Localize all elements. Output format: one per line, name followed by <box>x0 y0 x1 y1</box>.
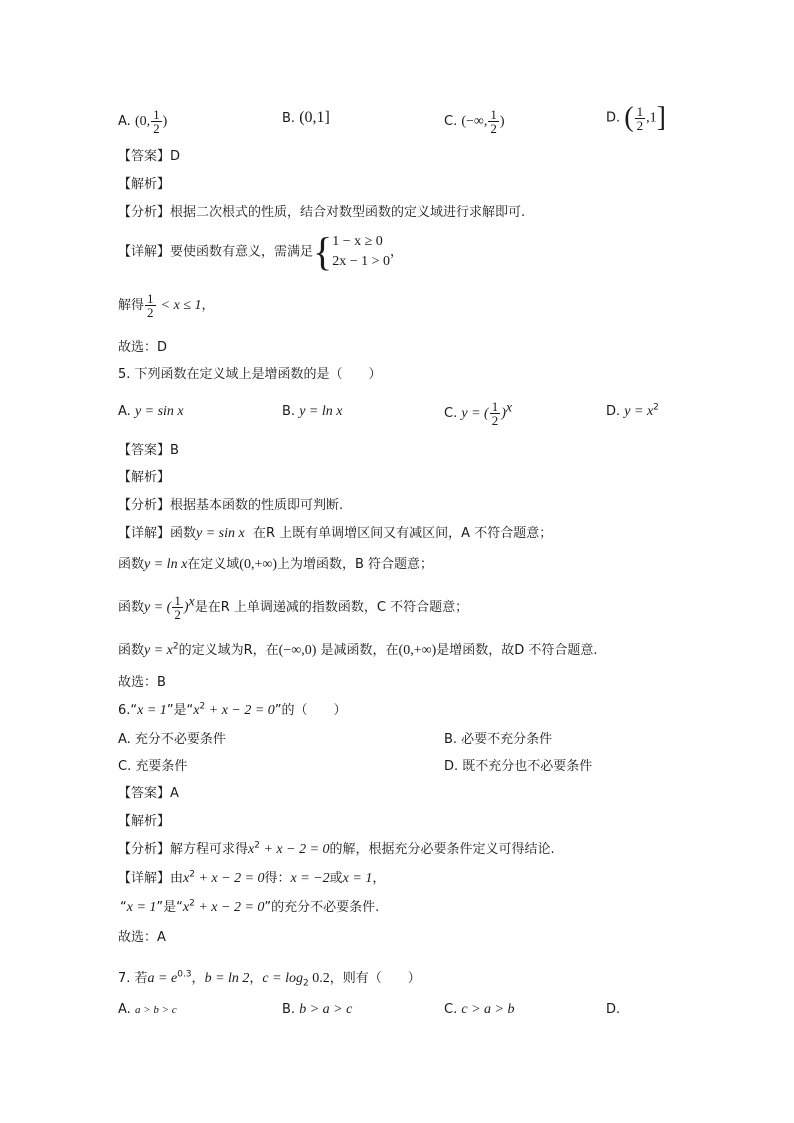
q4-choose: 故选：D <box>118 340 168 355</box>
q5-stem: 5. 下列函数在定义域上是增函数的是（ ） <box>118 367 382 382</box>
detail-text: “ <box>120 900 127 915</box>
q6-option-d: D. 既不充分也不必要条件 <box>444 759 593 774</box>
detail-text: ”的充分不必要条件. <box>264 900 380 915</box>
math-text: b > a > c <box>299 1002 353 1017</box>
detail-text: 上为增函数，B 符合题意； <box>277 557 434 572</box>
detail-text: 在定义域 <box>187 557 240 572</box>
fraction <box>488 108 499 135</box>
detail-text: ”是“ <box>156 900 183 915</box>
fraction-numerator: 1 <box>490 107 497 122</box>
detail-text: 函数 <box>118 557 145 572</box>
option-label: D. <box>606 1002 621 1017</box>
math-text: c > a > b <box>461 1002 515 1017</box>
math-text: + x − 2 = 0 <box>205 703 275 718</box>
stem-text: 7. 若 <box>118 971 148 986</box>
math-text: ) <box>501 406 506 421</box>
option-label: B. <box>282 111 296 126</box>
q5-option-c <box>444 400 512 427</box>
fraction-numerator: 1 <box>147 291 154 306</box>
option-label: C. <box>444 1002 458 1017</box>
detail-text: 【分析】解方程可求得 <box>118 842 249 857</box>
detail-text: 的解，根据充分必要条件定义可得结论. <box>329 842 555 857</box>
math-text: 0.2 <box>308 971 330 986</box>
q6-answer: 【答案】A <box>118 786 179 801</box>
fraction-denominator: 2 <box>636 117 644 133</box>
math-text: y = ( <box>461 406 489 421</box>
option-label: A. <box>118 404 131 419</box>
detail-suffix: ， <box>390 244 404 260</box>
inequality-line-2: 2x − 1 > 0 <box>332 254 391 269</box>
exponent: 2 <box>199 701 206 712</box>
math-text: a = e <box>147 971 178 986</box>
fraction-denominator: 2 <box>147 305 154 320</box>
math-text: y = x <box>144 643 173 658</box>
fraction-numerator: 1 <box>491 399 499 414</box>
q5-detail-2 <box>118 555 433 575</box>
exponent: 2 <box>189 898 195 909</box>
math-text: (0,1] <box>299 109 330 126</box>
math-text: + x − 2 = 0 <box>194 900 265 915</box>
math-text: y = sin x <box>196 526 245 541</box>
detail-text: 得： <box>264 871 291 886</box>
option-label: B. <box>282 1002 296 1017</box>
q4-option-d <box>606 104 666 132</box>
q7-option-b <box>282 1000 352 1020</box>
option-label: B. <box>282 404 296 419</box>
math-text: x <box>182 900 190 915</box>
option-label: D. <box>606 110 621 126</box>
stem-text: ”的（ ） <box>274 703 347 718</box>
q6-option-b: B. 必要不充分条件 <box>444 732 553 747</box>
math-text: x <box>248 842 255 857</box>
fraction-numerator: 1 <box>153 107 160 122</box>
q6-fenxi <box>118 840 555 860</box>
math-text: x <box>183 871 190 886</box>
stem-text: ”是“ <box>166 703 194 718</box>
inequality-line-1: 1 − x ≥ 0 <box>332 234 383 249</box>
detail-text: 是在R 上单调递减的指数函数，C 不符合题意； <box>194 600 469 615</box>
math-text: y = sin x <box>134 404 184 419</box>
right-bracket: ] <box>656 102 666 133</box>
q4-option-b <box>282 108 330 129</box>
math-text: y = ln x <box>144 557 188 572</box>
math-text: x = −2 <box>290 871 330 886</box>
stem-text: ，则有（ ） <box>329 971 421 986</box>
detail-text: 函数 <box>118 643 145 658</box>
detail-text: 是减函数，在 <box>320 643 399 658</box>
solve-suffix: ， <box>201 298 215 313</box>
math-text: ,1 <box>646 110 657 126</box>
left-brace: { <box>313 229 333 274</box>
q6-option-c: C. 充要条件 <box>118 759 188 774</box>
q5-option-d <box>606 402 659 422</box>
q5-choose: 故选：B <box>118 675 166 690</box>
q7-stem <box>118 969 421 989</box>
q4-analysis-heading: 【解析】 <box>118 177 171 192</box>
math-text: + x − 2 = 0 <box>259 842 330 857</box>
math-text: < x ≤ 1 <box>160 298 202 313</box>
math-text: x = 1 <box>126 900 157 915</box>
math-text: ) <box>499 114 505 129</box>
inequality-system <box>332 232 390 272</box>
q6-detail-2 <box>120 898 379 918</box>
math-text: x = 1 <box>342 871 373 886</box>
q4-fenxi: 【分析】根据二次根式的性质，结合对数型函数的定义域进行求解即可. <box>118 205 526 220</box>
exponent: 0.3 <box>177 969 192 980</box>
exponent: 2 <box>653 402 659 413</box>
exponent: 2 <box>189 869 195 880</box>
fraction <box>172 594 183 621</box>
q5-option-a <box>118 402 184 422</box>
exponent: x <box>505 400 513 416</box>
option-label: C. <box>444 406 458 421</box>
fraction-denominator: 2 <box>490 121 497 136</box>
detail-text: 函数 <box>118 600 145 615</box>
detail-text: ， <box>372 871 386 886</box>
fraction-denominator: 2 <box>174 607 181 622</box>
exponent: 2 <box>254 840 260 851</box>
detail-text: 【详解】要使函数有意义，需满足 <box>118 244 314 260</box>
detail-text: 是增函数，故D 不符合题意. <box>436 643 598 658</box>
left-paren: ( <box>624 102 634 133</box>
q4-detail <box>118 229 404 274</box>
separator: ， <box>249 971 263 986</box>
detail-text: 或 <box>329 871 343 886</box>
q6-stem <box>118 701 347 721</box>
math-text: ) <box>162 114 168 129</box>
fraction <box>490 400 501 427</box>
q6-detail-1 <box>118 869 385 889</box>
q6-option-a: A. 充分不必要条件 <box>118 732 226 747</box>
fraction-denominator: 2 <box>491 413 499 428</box>
q4-option-a <box>118 108 167 135</box>
q5-fenxi: 【分析】根据基本函数的性质即可判断. <box>118 498 344 513</box>
detail-text: 【详解】函数 <box>118 526 197 541</box>
fraction-numerator: 1 <box>636 103 644 119</box>
math-text: (0, <box>134 114 151 129</box>
q7-option-a <box>118 1000 177 1020</box>
q4-solve <box>118 292 215 319</box>
q5-detail-4 <box>118 641 598 661</box>
math-text: (−∞, <box>461 114 488 129</box>
q5-option-b <box>282 402 342 422</box>
math-text: (−∞,0) <box>278 643 317 658</box>
option-label: A. <box>118 114 131 129</box>
fraction <box>151 108 162 135</box>
q7-option-c <box>444 1000 514 1020</box>
option-label: A. <box>118 1002 131 1017</box>
q5-analysis-heading: 【解析】 <box>118 470 171 485</box>
math-text: ) <box>183 600 189 615</box>
detail-text: 【详解】由 <box>118 871 184 886</box>
math-text: y = ln x <box>299 404 343 419</box>
solve-text: 解得 <box>118 298 145 313</box>
q4-answer: 【答案】D <box>118 149 181 164</box>
math-text: b = ln 2 <box>204 971 250 986</box>
math-text: x = 1 <box>137 703 167 718</box>
fraction <box>635 105 646 132</box>
exponent: 2 <box>172 641 179 652</box>
separator: ， <box>191 971 205 986</box>
stem-text: 6.“ <box>118 703 138 718</box>
detail-text: 在R 上既有单调增区间又有减区间，A 不符合题意； <box>253 526 553 541</box>
math-text: (0,+∞) <box>239 557 277 572</box>
subscript: 2 <box>302 978 309 989</box>
fraction-denominator: 2 <box>153 121 160 136</box>
exponent: x <box>188 594 195 610</box>
q6-choose: 故选：A <box>118 930 166 945</box>
option-label: C. <box>444 114 458 129</box>
math-text: + x − 2 = 0 <box>194 871 265 886</box>
q7-option-d <box>606 1000 620 1020</box>
fraction-numerator: 1 <box>174 593 181 608</box>
math-text: y = x <box>624 404 654 419</box>
option-label: D. <box>606 404 621 419</box>
math-text: c = log <box>262 971 303 986</box>
math-text: (0,+∞) <box>398 643 437 658</box>
q4-option-c <box>444 108 505 135</box>
q6-analysis-heading: 【解析】 <box>118 814 171 829</box>
math-text: y = ( <box>144 600 172 615</box>
q5-detail-3 <box>118 594 468 621</box>
q5-detail-1 <box>118 524 552 544</box>
q5-answer: 【答案】B <box>118 443 179 458</box>
fraction <box>145 292 156 319</box>
detail-text: 的定义域为R，在 <box>178 643 279 658</box>
math-text: x <box>193 703 200 718</box>
math-text: a > b > c <box>134 1004 177 1016</box>
